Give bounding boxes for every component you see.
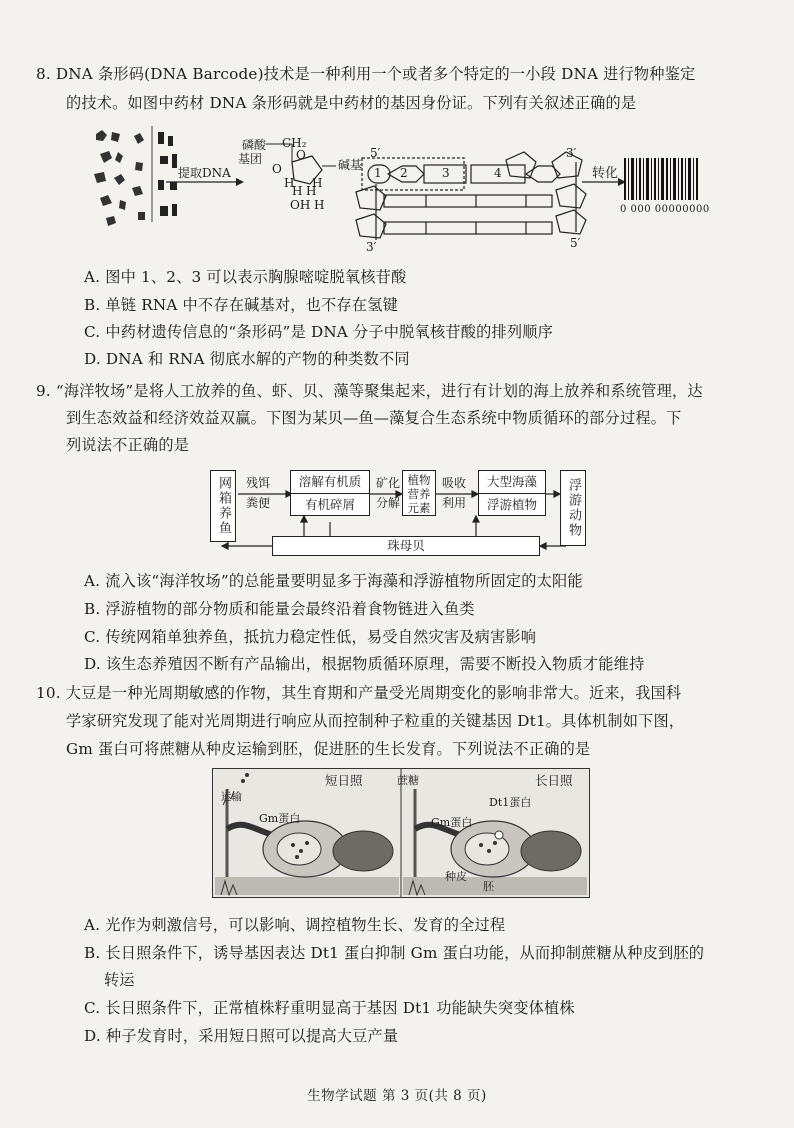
- organic-matter-box: [290, 470, 370, 516]
- oh-label: OH: [290, 198, 311, 212]
- residue-label-1: 残饵: [246, 476, 271, 490]
- dna-barcode-diagram: [86, 122, 706, 256]
- q8-option-b: B. 单链 RNA 中不存在碱基对，也不存在氢键: [84, 296, 398, 314]
- convert-label: 转化: [592, 166, 619, 181]
- embryo-label: 胚: [483, 880, 494, 893]
- pearl-oyster-box: 珠母贝: [272, 536, 540, 556]
- barcode-digits: 0 000 00000000: [620, 204, 710, 215]
- phytoplankton-label: 浮游植物: [486, 497, 537, 512]
- transport-label: 运输: [221, 791, 242, 803]
- sucrose-label: 蔗糖: [397, 774, 419, 787]
- seed-coat-label: 种皮: [445, 870, 467, 883]
- gm-protein-label-left: Gm蛋白: [259, 812, 301, 825]
- ch2-label: CH₂: [282, 136, 307, 150]
- organic-debris-label: 有机碎屑: [304, 497, 355, 512]
- seed-diagram: [213, 769, 589, 897]
- herb-specimens-icon: [94, 130, 145, 226]
- number-2-label: 2: [400, 166, 408, 180]
- dna-barcode-figure: [86, 122, 710, 256]
- q10-stem-line-2: 学家研究发现了能对光周期进行响应从而控制种子粒重的关键基因 Dt1。具体机制如下图，: [66, 712, 685, 730]
- q8-option-a: A. 图中 1、2、3 可以表示胸腺嘧啶脱氧核苷酸: [84, 268, 407, 286]
- q10-option-c: C. 长日照条件下，正常植株籽重明显高于基因 Dt1 功能缺失突变体植株: [84, 999, 575, 1017]
- h-end-label: H: [314, 198, 325, 212]
- short-day-label: 短日照: [325, 773, 363, 788]
- q10-option-b-line-2: 转运: [104, 971, 135, 989]
- q9-stem-line-2: 到生态效益和经济效益双赢。下图为某贝—鱼—藻复合生态系统中物质循环的部分过程。下: [66, 409, 682, 427]
- base-label: 碱基: [338, 158, 363, 172]
- q10-stem-line-3: Gm 蛋白可将蔗糖从种皮运输到胚，促进胚的生长发育。下列说法不正确的是: [66, 740, 591, 758]
- q8-option-d: D. DNA 和 RNA 彻底水解的产物的种类数不同: [84, 350, 410, 368]
- absorb-label-1: 吸收: [442, 476, 467, 490]
- oxygen-label-2: O: [272, 162, 282, 176]
- number-3-label: 3: [442, 166, 450, 180]
- h-label-4: H: [306, 184, 317, 198]
- q8-stem-line-1: 8. DNA 条形码(DNA Barcode)技术是一种利用一个或者多个特定的一小段 DNA 进行物种鉴定: [36, 65, 696, 83]
- q10-option-a: A. 光作为刺激信号，可以影响、调控植物生长、发育的全过程: [84, 916, 506, 934]
- producers-box: [478, 470, 546, 516]
- q9-option-b: B. 浮游植物的部分物质和能量会最终沿着食物链进入鱼类: [84, 600, 475, 618]
- mineral-label-2: 分解: [376, 496, 401, 510]
- long-day-label: 长日照: [535, 773, 573, 788]
- plant-nutrients-box: 植物营养元素: [402, 470, 436, 516]
- h-label-2: H: [312, 176, 323, 190]
- page-footer: 生物学试题 第 3 页(共 8 页): [307, 1088, 487, 1104]
- q9-option-a: A. 流入该“海洋牧场”的总能量要明显多于海藻和浮游植物所固定的太阳能: [84, 572, 583, 590]
- prime-5-top-label: 5′: [370, 146, 381, 160]
- number-4-label: 4: [494, 166, 502, 180]
- zooplankton-box: 浮游动物: [560, 470, 586, 546]
- prime-3-top-label: 3′: [566, 146, 577, 160]
- absorb-label-2: 利用: [442, 496, 467, 510]
- short-day-seed-icon: [215, 773, 399, 895]
- extract-dna-label: 提取DNA: [178, 166, 231, 180]
- prime-5-bottom-label: 5′: [570, 236, 581, 250]
- sucrose-transport-label-left: [221, 791, 242, 803]
- q9-stem-line-1: 9. “海洋牧场”是将人工放养的鱼、虾、贝、藻等聚集起来，进行有计划的海上放养和系统管理，达: [36, 382, 703, 400]
- h-label-1: H: [284, 176, 295, 190]
- q8-option-c: C. 中药材遗传信息的“条形码”是 DNA 分子中脱氧核苷酸的排列顺序: [84, 323, 554, 341]
- mineral-label-1: 矿化: [376, 476, 401, 490]
- barcode-icon: [624, 158, 698, 200]
- prime-3-bottom-label: 3′: [366, 240, 377, 254]
- q10-option-d: D. 种子发育时，采用短日照可以提高大豆产量: [84, 1027, 399, 1045]
- dissolved-organic-label: 溶解有机质: [291, 474, 369, 494]
- q8-stem-line-2: 的技术。如图中药材 DNA 条形码就是中药材的基因身份证。下列有关叙述正确的是: [66, 94, 637, 112]
- sucrose-label-right: [397, 775, 419, 787]
- q10-option-b-line-1: B. 长日照条件下，诱导基因表达 Dt1 蛋白抑制 Gm 蛋白功能，从而抑制蔗糖从种皮到胚的: [84, 944, 705, 962]
- q9-stem-line-3: 列说法不正确的是: [66, 436, 190, 454]
- phosphate-label-1: 磷酸: [242, 138, 267, 152]
- q9-option-d: D. 该生态养殖因不断有产品输出，根据物质循环原理，需要不断投入物质才能维持: [84, 655, 645, 673]
- fish-cage-box: 网箱养鱼: [210, 470, 236, 542]
- photoperiod-seed-figure: [212, 768, 590, 898]
- seaweed-label: 大型海藻: [479, 474, 545, 494]
- oxygen-label-1: O: [296, 148, 306, 162]
- residue-label-2: 粪便: [246, 496, 271, 510]
- gm-protein-label-right: Gm蛋白: [431, 816, 473, 829]
- ocean-ranch-flowchart: [206, 464, 590, 568]
- q9-option-c: C. 传统网箱单独养鱼，抵抗力稳定性低，易受自然灾害及病害影响: [84, 628, 537, 646]
- number-1-label: 1: [374, 166, 382, 180]
- herb-tags-icon: [158, 132, 177, 216]
- dt1-protein-label: Dt1蛋白: [489, 796, 532, 809]
- phosphate-label-2: 基团: [238, 152, 263, 166]
- q10-stem-line-1: 10. 大豆是一种光周期敏感的作物，其生育期和产量受光周期变化的影响非常大。近来，我国科: [36, 684, 682, 702]
- h-label-3: H: [292, 184, 303, 198]
